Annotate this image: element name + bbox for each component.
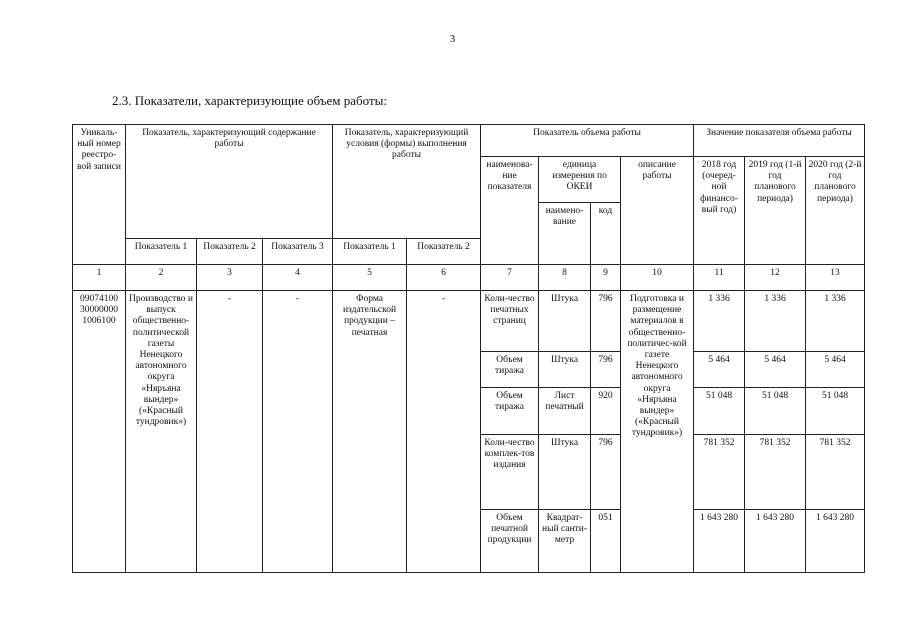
content-indicator-3: - (263, 291, 333, 573)
unit-name: Квадрат-ный санти-метр (539, 510, 591, 573)
column-number: 4 (263, 265, 333, 291)
value-2019: 5 464 (745, 352, 806, 388)
value-2018: 781 352 (694, 435, 745, 510)
value-2019: 781 352 (745, 435, 806, 510)
header-year-2018: 2018 год (очеред-ной финансо-вый год) (694, 157, 745, 265)
column-number: 9 (591, 265, 621, 291)
indicator-name: Объем тиража (481, 352, 539, 388)
header-unique-number: Уникаль-ный номер реестро-вой записи (73, 125, 126, 265)
unit-name: Штука (539, 352, 591, 388)
unit-name: Штука (539, 435, 591, 510)
header-okei-unit: единица измерения по ОКЕИ (539, 157, 621, 203)
unit-code: 920 (591, 388, 621, 435)
work-volume-table (72, 124, 865, 573)
value-2018: 51 048 (694, 388, 745, 435)
header-volume-indicator: Показатель объема работы (481, 125, 694, 157)
column-number: 11 (694, 265, 745, 291)
value-2020: 1 643 280 (806, 510, 865, 573)
unit-code: 796 (591, 291, 621, 352)
indicator-name: Объем печатной продукции (481, 510, 539, 573)
header-indicator-name: наименова-ние показателя (481, 157, 539, 265)
page-number: 3 (449, 33, 456, 45)
value-2018: 1 336 (694, 291, 745, 352)
header-content-p3: Показатель 3 (263, 239, 333, 265)
unit-code: 796 (591, 352, 621, 388)
value-2020: 5 464 (806, 352, 865, 388)
header-year-2020: 2020 год (2-й год планового периода) (806, 157, 865, 265)
value-2020: 781 352 (806, 435, 865, 510)
unit-code: 796 (591, 435, 621, 510)
header-condition-p1: Показатель 1 (333, 239, 407, 265)
column-number: 10 (621, 265, 694, 291)
column-number: 7 (481, 265, 539, 291)
column-number: 13 (806, 265, 865, 291)
registry-record-number: 09074100 30000000 1006100 (73, 291, 126, 573)
work-description: Подготовка и размещение материалов в общественно-политичес-кой газете Ненецкого автономного округа «Няръяна вындер» («Красный тундровик») (621, 291, 694, 573)
unit-name: Штука (539, 291, 591, 352)
header-conditions-indicator: Показатель, характеризующий условия (формы) выполнения работы (333, 125, 481, 239)
value-2020: 51 048 (806, 388, 865, 435)
column-number: 6 (407, 265, 481, 291)
header-condition-p2: Показатель 2 (407, 239, 481, 265)
header-unit-code: код (591, 203, 621, 265)
content-indicator-2: - (197, 291, 263, 573)
header-unit-name: наимено-вание (539, 203, 591, 265)
content-indicator-1: Производство и выпуск общественно-политической газеты Ненецкого автономного округа «Няръяна вындер» («Красный тундровик») (126, 291, 197, 573)
value-2019: 51 048 (745, 388, 806, 435)
table-row (73, 291, 865, 352)
column-number: 1 (73, 265, 126, 291)
value-2018: 1 643 280 (694, 510, 745, 573)
indicator-name: Коли-чество комплек-тов издания (481, 435, 539, 510)
header-content-p2: Показатель 2 (197, 239, 263, 265)
value-2019: 1 336 (745, 291, 806, 352)
header-work-description: описание работы (621, 157, 694, 265)
section-title: 2.3. Показатели, характеризующие объем работы: (112, 93, 387, 108)
header-value-indicator: Значение показателя объема работы (694, 125, 865, 157)
unit-name: Лист печатный (539, 388, 591, 435)
column-number: 8 (539, 265, 591, 291)
value-2019: 1 643 280 (745, 510, 806, 573)
indicator-name: Коли-чество печатных страниц (481, 291, 539, 352)
value-2020: 1 336 (806, 291, 865, 352)
header-content-indicator: Показатель, характеризующий содержание работы (126, 125, 333, 239)
header-year-2019: 2019 год (1-й год планового периода) (745, 157, 806, 265)
column-number: 3 (197, 265, 263, 291)
column-number: 12 (745, 265, 806, 291)
indicator-name: Объем тиража (481, 388, 539, 435)
header-content-p1: Показатель 1 (126, 239, 197, 265)
condition-indicator-2: - (407, 291, 481, 573)
value-2018: 5 464 (694, 352, 745, 388)
condition-indicator-1: Форма издательской продукции – печатная (333, 291, 407, 573)
column-number: 5 (333, 265, 407, 291)
unit-code: 051 (591, 510, 621, 573)
column-number: 2 (126, 265, 197, 291)
